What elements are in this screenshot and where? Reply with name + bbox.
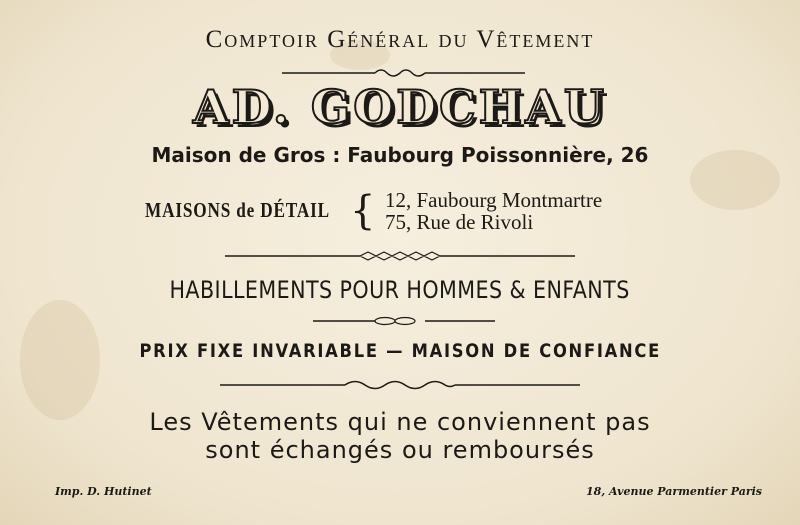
printer-address: 18, Avenue Parmentier Paris — [586, 485, 762, 498]
notice-line-2: sont échangés ou remboursés — [205, 436, 595, 464]
printer-credit: Imp. D. Hutinet — [55, 485, 152, 498]
brand-name-wrapper — [0, 80, 800, 134]
brand-name: AD. GODCHAU — [192, 80, 608, 134]
notice-line-1: Les Vêtements qui ne conviennent pas — [149, 408, 651, 436]
clothing-text: HABILLEMENTS POUR HOMMES & ENFANTS — [169, 276, 631, 304]
price-line — [0, 340, 800, 362]
exchange-notice — [0, 408, 800, 464]
retail-label: MAISONS de DÉTAIL — [145, 198, 330, 222]
company-title: Comptoir Général du Vêtement — [205, 26, 595, 53]
retail-block — [0, 186, 800, 236]
price-text: PRIX FIXE INVARIABLE — MAISON DE CONFIANCE — [139, 340, 661, 362]
ornament-divider-2 — [0, 249, 800, 263]
ornament-divider-4 — [0, 378, 800, 392]
clothing-line — [0, 276, 800, 304]
wholesale-address: Maison de Gros : Faubourg Poissonnière, 26 — [151, 143, 649, 167]
brace-icon: { — [350, 188, 376, 234]
ornament-divider-1 — [0, 66, 800, 80]
retail-address-2: 75, Rue de Rivoli — [385, 210, 534, 234]
ornament-divider-3 — [0, 314, 800, 328]
retail-address-1: 12, Faubourg Montmartre — [385, 188, 603, 212]
